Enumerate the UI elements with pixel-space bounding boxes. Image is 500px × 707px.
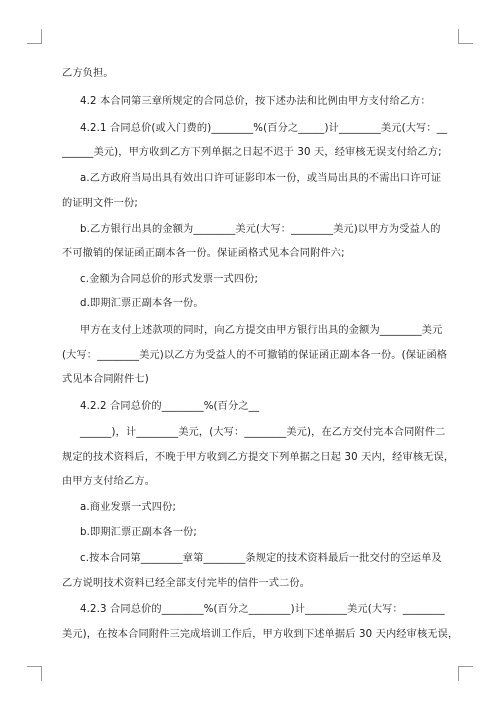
text-line: 4.2.1 合同总价(或入门费的)________%(百分之_____)计________美元(大写：__ (80, 123, 448, 134)
crop-mark-bottom-right (458, 666, 473, 681)
text-line: d.即期汇票正副本各一份。 (80, 298, 204, 309)
text-line: 乙方说明技术资料已经全部支付完毕的信件一式二份。 (62, 578, 311, 589)
text-line: 不可撤销的保证函正副本各一份。保证函格式见本合同附件六; (62, 248, 345, 259)
text-line: 由甲方支付给乙方。 (62, 476, 156, 487)
text-line: 乙方负担。 (62, 68, 114, 79)
text-line: 式见本合同附件七) (62, 374, 149, 385)
text-line: c.按本合同第________章第________条规定的技术资料最后一批交付的空运单及 (80, 553, 442, 564)
text-line: a.商业发票一式四份; (80, 502, 177, 513)
text-line: 甲方在支付上述款项的同时，向乙方提交由甲方银行出具的金额为________美元 (80, 325, 443, 336)
text-line: 规定的技术资料后，不晚于甲方收到乙方提交下列单据之日起 30 天内，经审核无误， (62, 452, 455, 463)
text-line: 4.2 本合同第三章所规定的合同总价，按下述办法和比例由甲方支付给乙方： (80, 96, 431, 107)
text-line: ______)，计________美元，(大写：________美元)，在乙方交付完本合同附件二 (80, 427, 446, 438)
text-line: c.金额为合同总价的形式发票一式四份; (80, 274, 259, 285)
text-line: ______美元)，甲方收到乙方下列单据之日起不迟于 30 天，经审核无误支付给乙方; (62, 147, 442, 158)
text-line: a.乙方政府当局出具有效出口许可证影印本一份，或当局出具的不需出口许可证 (80, 173, 442, 184)
text-line: 4.2.2 合同总价的________%(百分之__ (80, 401, 260, 412)
crop-mark-top-left (27, 29, 42, 44)
text-line: b.即期汇票正副本各一份; (80, 527, 197, 538)
text-line: b.乙方银行出具的金额为________美元(大写：________美元)以甲方为受益人的 (80, 224, 441, 235)
crop-mark-top-right (458, 29, 473, 44)
text-line: 的证明文件一份; (62, 198, 138, 209)
text-line: (大写：________美元)以乙方为受益人的不可撤销的保证函正副本各一份。(保证函格 (62, 350, 448, 361)
text-line: 4.2.3 合同总价的________%(百分之________)计________美元(大写：________ (80, 604, 445, 615)
text-line: 美元)，在按本合同附件三完成培训工作后，甲方收到下述单据后 30 天内经审核无误， (62, 629, 459, 640)
crop-mark-bottom-left (27, 666, 42, 681)
